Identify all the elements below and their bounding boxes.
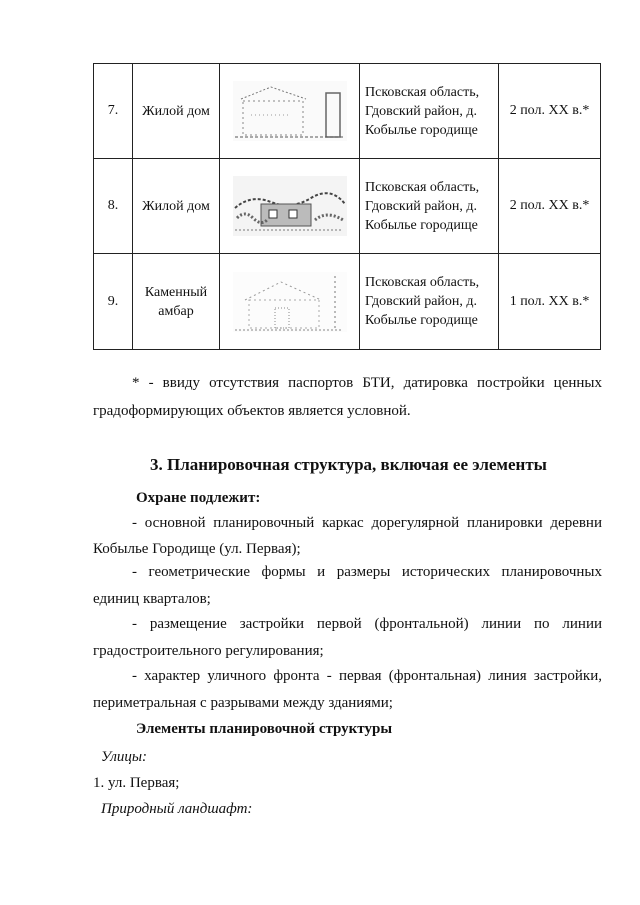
house-photo	[231, 174, 349, 238]
street-item-1: 1. ул. Первая;	[93, 775, 180, 791]
protect-item-3-line-2: градостроительного регулирования;	[93, 643, 324, 659]
barn-photo	[231, 270, 349, 334]
table-row	[94, 159, 601, 254]
protect-item-1-line-1: - основной планировочный каркас дорегулярной планировки деревни	[132, 515, 602, 531]
streets-label: Улицы:	[101, 749, 148, 765]
protect-item-2-line-1: - геометрические формы и размеры исторических планировочных	[132, 564, 602, 580]
object-period: 1 пол. XX в.*	[499, 254, 601, 350]
row-number: 9.	[94, 254, 133, 350]
house-photo	[231, 79, 349, 143]
protect-title: Охране подлежит:	[136, 490, 261, 506]
section-heading: 3. Планировочная структура, включая ее элементы	[150, 455, 547, 474]
protect-item-1-line-2: Кобылье Городище (ул. Первая);	[93, 541, 301, 557]
object-photo	[220, 64, 360, 159]
table-row	[94, 64, 601, 159]
protect-item-4-line-1: - характер уличного фронта - первая (фронтальная) линия застройки,	[132, 668, 602, 684]
object-address: Псковская область, Гдовский район, д. Кобылье городище	[360, 159, 499, 254]
object-name: Жилой дом	[133, 64, 220, 159]
object-period: 2 пол. XX в.*	[499, 159, 601, 254]
protect-item-2-line-2: единиц кварталов;	[93, 591, 211, 607]
landscape-label: Природный ландшафт:	[101, 801, 253, 817]
row-number: 8.	[94, 159, 133, 254]
row-number: 7.	[94, 64, 133, 159]
object-photo	[220, 254, 360, 350]
footnote-line-1: * - ввиду отсутствия паспортов БТИ, датировка постройки ценных	[132, 375, 602, 391]
object-name: Жилой дом	[133, 159, 220, 254]
table-row	[94, 254, 601, 350]
protect-item-3-line-1: - размещение застройки первой (фронтальной) линии по линии	[132, 616, 602, 632]
object-photo	[220, 159, 360, 254]
protect-item-4-line-2: периметральная с разрывами между зданиями;	[93, 695, 393, 711]
objects-table	[93, 63, 601, 350]
object-name: Каменный амбар	[133, 254, 220, 350]
footnote-line-2: градоформирующих объектов является условной.	[93, 403, 411, 419]
elements-title: Элементы планировочной структуры	[136, 721, 393, 737]
object-address: Псковская область, Гдовский район, д. Кобылье городище	[360, 64, 499, 159]
object-period: 2 пол. XX в.*	[499, 64, 601, 159]
object-address: Псковская область, Гдовский район, д. Кобылье городище	[360, 254, 499, 350]
